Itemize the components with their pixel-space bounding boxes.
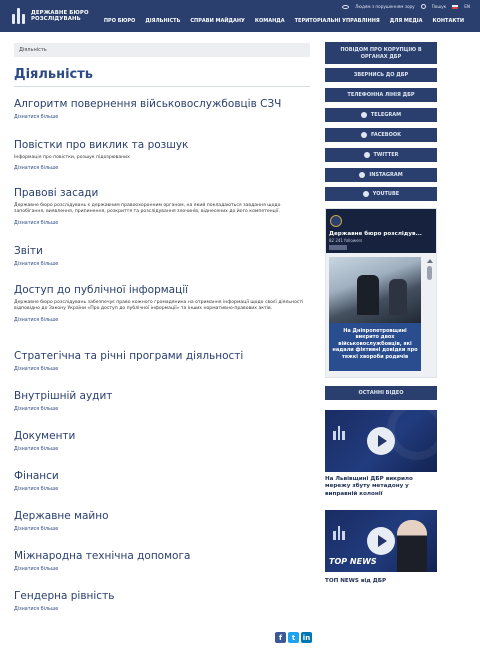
post-photo[interactable] [329, 257, 421, 327]
section-description: Державне бюро розслідувань є державним правоохоронним органом, на який покладаються завдання щодо запобігання, виявлення, припинення, розкриття та розслідування злочинів, віднесених до його компетенції. [14, 203, 281, 215]
youtube-icon [363, 191, 369, 197]
section-title[interactable]: Повістки про виклик та розшук [14, 139, 189, 151]
section-item [14, 245, 310, 267]
more-link[interactable]: Дізнатися більше [14, 567, 59, 572]
nav-item-about[interactable]: ПРО БЮРО [103, 18, 136, 24]
channel-avatar [330, 215, 342, 227]
section-item [14, 550, 310, 572]
section-item [14, 470, 310, 492]
section-title[interactable]: Доступ до публічної інформації [14, 284, 189, 296]
section-title[interactable]: Внутрішній аудит [14, 390, 113, 402]
subscriber-count: 82 241 followers [329, 238, 363, 243]
decor-ring [387, 410, 437, 460]
facebook-button[interactable] [325, 128, 437, 142]
nav-item-contacts[interactable]: КОНТАКТИ [432, 18, 464, 24]
dbr-emblem-icon [333, 524, 345, 540]
more-link[interactable]: Дізнатися більше [14, 607, 59, 612]
logo-emblem-icon [12, 8, 26, 24]
button-label: ПОВІДОМ ПРО КОРУПЦІЮ В [340, 46, 422, 53]
channel-name[interactable]: Державне бюро розслідув... [329, 231, 422, 237]
button-label: TWITTER [373, 152, 399, 158]
search-icon[interactable] [421, 4, 426, 9]
scroll-thumb[interactable] [427, 266, 432, 280]
twitter-icon [364, 152, 370, 158]
site-logo[interactable] [12, 7, 89, 25]
section-item [14, 187, 310, 226]
section-item [14, 284, 310, 323]
button-label: YOUTUBE [372, 191, 400, 197]
presenter-image [397, 520, 427, 572]
logo-text [31, 10, 89, 23]
section-item [14, 430, 310, 452]
section-title[interactable]: Державне майно [14, 510, 109, 522]
twitter-share-icon[interactable]: t [288, 632, 299, 643]
more-link[interactable]: Дізнатися більше [14, 447, 59, 452]
top-utility-bar [342, 4, 470, 9]
nav-item-maidan-cases[interactable]: СПРАВИ МАЙДАНУ [190, 18, 245, 24]
hotline-button[interactable] [325, 88, 437, 102]
section-title[interactable]: Правові засади [14, 187, 99, 199]
share-buttons [275, 632, 312, 643]
more-link[interactable]: Дізнатися більше [14, 487, 59, 492]
page-title: Діяльність [14, 67, 94, 82]
telegram-widget-header [326, 209, 436, 253]
facebook-icon [361, 132, 367, 138]
section-item [14, 590, 310, 612]
more-link[interactable]: Дізнатися більше [14, 317, 59, 323]
twitter-button[interactable] [325, 148, 437, 162]
section-item [14, 98, 310, 120]
section-description: Інформація про повістки, розшук підозрюваних [14, 155, 130, 160]
section-title[interactable]: Документи [14, 430, 76, 442]
instagram-icon [359, 172, 365, 178]
button-label: ЗВЕРНИСЬ ДО ДБР [353, 72, 409, 78]
more-link[interactable]: Дізнатися більше [14, 220, 59, 226]
play-icon[interactable] [367, 427, 395, 455]
telegram-icon [361, 112, 367, 118]
more-link[interactable]: Дізнатися більше [14, 166, 59, 172]
widget-scrollbar[interactable] [426, 259, 433, 293]
latest-video-label: ОСТАННІ ВІДЕО [358, 390, 404, 396]
report-corruption-button[interactable] [325, 42, 437, 64]
section-title[interactable]: Гендерна рівність [14, 590, 115, 602]
scroll-up-icon[interactable] [427, 259, 433, 263]
button-label: ТЕЛЕФОННА ЛІНІЯ ДБР [347, 92, 415, 98]
more-link[interactable]: Дізнатися більше [14, 262, 59, 267]
accessibility-link[interactable]: Людям з порушенням зору [355, 4, 415, 9]
latest-video-heading [325, 386, 437, 400]
button-label: TELEGRAM [370, 112, 402, 118]
eye-icon [342, 5, 349, 9]
section-title[interactable]: Міжнародна технічна допомога [14, 550, 191, 562]
main-nav [104, 18, 464, 24]
nav-item-activity[interactable]: ДІЯЛЬНІСТЬ [145, 18, 181, 24]
section-item [14, 139, 310, 171]
section-title[interactable]: Алгоритм повернення військовослужбовців СЗЧ [14, 98, 282, 110]
nav-item-territorial[interactable]: ТЕРИТОРІАЛЬНІ УПРАВЛІННЯ [294, 18, 380, 24]
nav-item-media[interactable]: ДЛЯ МЕДІА [389, 18, 423, 24]
button-label: ОРГАНАХ ДБР [360, 53, 402, 60]
flag-icon [452, 5, 458, 9]
logo-line-1: ДЕРЖАВНЕ БЮРО [31, 9, 89, 16]
button-label: FACEBOOK [371, 132, 401, 138]
more-link[interactable]: Дізнатися більше [14, 115, 59, 120]
title-divider [14, 86, 310, 87]
channel-chip [329, 245, 347, 250]
play-icon[interactable] [367, 527, 395, 555]
section-title[interactable]: Стратегічна та річні програми діяльності [14, 350, 244, 362]
logo-line-2: РОЗСЛІДУВАНЬ [31, 16, 81, 22]
nav-item-team[interactable]: КОМАНДА [254, 18, 285, 24]
search-link[interactable]: Пошук [431, 4, 447, 9]
facebook-share-icon[interactable]: f [275, 632, 286, 643]
contact-dbr-button[interactable] [325, 68, 437, 82]
section-item [14, 390, 310, 412]
linkedin-share-icon[interactable]: in [302, 633, 311, 642]
section-description: Державне бюро розслідувань забезпечує право кожного громадянина на отримання інформації щодо своєї діяльності відповідно до Закону України «Про доступ до публічної інформації» та інших нормативно-правових актів. [14, 300, 304, 312]
language-switch[interactable]: EN [464, 4, 470, 9]
section-item [14, 510, 310, 532]
button-label: INSTAGRAM [369, 172, 403, 178]
post-caption: На Дніпропетровщині викрито двох військовослужбовців, які надали фіктивні довідки про тяжкі хвороби родичів [329, 323, 421, 371]
video-caption[interactable]: ТОП NEWS від ДБР [325, 578, 387, 584]
photo-figure [357, 275, 379, 315]
more-link[interactable]: Дізнатися більше [14, 407, 59, 412]
section-title[interactable]: Звіти [14, 245, 43, 257]
dbr-emblem-icon [333, 424, 345, 440]
more-link[interactable]: Дізнатися більше [14, 527, 59, 532]
youtube-button[interactable] [325, 187, 437, 201]
section-title[interactable]: Фінанси [14, 470, 59, 482]
telegram-button[interactable] [325, 108, 437, 122]
photo-figure [389, 279, 407, 315]
section-item [14, 350, 310, 372]
telegram-widget[interactable] [325, 208, 437, 378]
video-thumbnail[interactable] [325, 510, 437, 572]
video-overlay-title: TOP NEWS [329, 557, 377, 566]
breadcrumb[interactable]: Діяльність [14, 43, 310, 57]
more-link[interactable]: Дізнатися більше [14, 367, 59, 372]
instagram-button[interactable] [325, 168, 437, 182]
video-caption[interactable]: На Львівщині ДБР викрило мережу збуту метадону у виправній колонії [325, 476, 413, 497]
video-thumbnail[interactable] [325, 410, 437, 472]
site-header [0, 0, 480, 32]
